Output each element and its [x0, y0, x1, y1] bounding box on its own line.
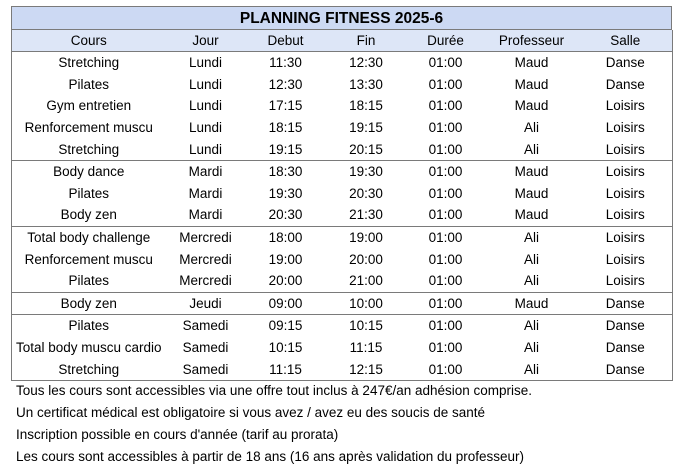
- cell-debut: 19:00: [268, 251, 303, 267]
- cell-professeur: Ali: [523, 251, 539, 267]
- schedule-body: [12, 52, 673, 381]
- table-row: [12, 95, 673, 117]
- cell-jour: Lundi: [188, 98, 223, 114]
- cell-salle: Danse: [605, 76, 645, 92]
- cell-salle: Loisirs: [605, 120, 645, 136]
- table-row: [12, 337, 673, 359]
- cell-duree: 01:00: [428, 120, 463, 136]
- cell-fin: 18:15: [349, 98, 383, 114]
- cell-cours: Stretching: [58, 55, 120, 71]
- cell-jour: Mardi: [166, 160, 246, 182]
- cell-fin: 21:30: [349, 207, 383, 223]
- cell-debut: 12:30: [268, 76, 303, 92]
- cell-jour: Samedi: [166, 315, 246, 337]
- table-row: [12, 226, 673, 248]
- col-header-professeur: Professeur: [485, 30, 579, 52]
- cell-cours: Renforcement muscu: [24, 251, 153, 267]
- cell-duree: 01:00: [407, 315, 485, 337]
- cell-duree: 01:00: [428, 207, 463, 223]
- cell-fin: 19:15: [349, 120, 383, 136]
- cell-professeur: Maud: [514, 185, 549, 201]
- schedule-sheet: [11, 6, 672, 381]
- cell-jour: Samedi: [182, 340, 229, 356]
- cell-fin: 20:30: [349, 185, 383, 201]
- cell-cours: Stretching: [58, 141, 120, 157]
- cell-jour: Mercredi: [179, 273, 232, 289]
- cell-fin: 21:00: [349, 273, 383, 289]
- cell-salle: Danse: [605, 55, 645, 71]
- cell-salle: Loisirs: [605, 251, 645, 267]
- cell-debut: 18:00: [246, 226, 326, 248]
- cell-fin: 11:15: [349, 340, 383, 356]
- cell-jour: Lundi: [188, 120, 223, 136]
- cell-fin: 19:30: [326, 160, 407, 182]
- cell-jour: Mercredi: [166, 226, 246, 248]
- sheet-title: PLANNING FITNESS 2025-6: [11, 6, 672, 30]
- cell-debut: 17:15: [268, 98, 303, 114]
- cell-cours: Pilates: [68, 76, 110, 92]
- cell-salle: Loisirs: [605, 185, 645, 201]
- cell-duree: 01:00: [428, 55, 463, 71]
- cell-debut: 09:15: [246, 315, 326, 337]
- cell-salle: Danse: [579, 315, 673, 337]
- cell-debut: 11:15: [269, 361, 302, 377]
- cell-duree: 01:00: [407, 226, 485, 248]
- cell-cours: Total body challenge: [12, 226, 166, 248]
- cell-fin: 19:00: [326, 226, 407, 248]
- cell-salle: Danse: [605, 361, 645, 377]
- cell-duree: 01:00: [428, 141, 463, 157]
- cell-professeur: Ali: [485, 315, 579, 337]
- note-line: Un certificat médical est obligatoire si vous avez / avez eu des soucis de santé: [16, 405, 485, 420]
- cell-professeur: Ali: [523, 361, 539, 377]
- cell-debut: 19:15: [268, 141, 303, 157]
- cell-cours: Pilates: [12, 315, 166, 337]
- note-line: Inscription possible en cours d'année (tarif au prorata): [16, 427, 339, 442]
- schedule-table: [11, 30, 673, 381]
- cell-professeur: Maud: [514, 207, 549, 223]
- cell-fin: 10:00: [326, 292, 407, 315]
- cell-fin: 12:30: [349, 55, 383, 71]
- note-line: Tous les cours sont accessibles via une offre tout inclus à 247€/an adhésion comprise.: [16, 383, 533, 398]
- cell-fin: 12:15: [349, 361, 383, 377]
- col-header-fin: Fin: [326, 30, 407, 52]
- cell-salle: Loisirs: [605, 98, 645, 114]
- table-row: [12, 315, 673, 337]
- cell-salle: Danse: [605, 340, 645, 356]
- cell-duree: 01:00: [428, 76, 463, 92]
- col-header-jour: Jour: [166, 30, 246, 52]
- col-header-salle: Salle: [579, 30, 673, 52]
- table-row: [12, 138, 673, 160]
- cell-salle: Loisirs: [605, 141, 645, 157]
- cell-debut: 11:30: [269, 55, 302, 71]
- table-row: [12, 204, 673, 226]
- cell-debut: 19:30: [268, 185, 303, 201]
- cell-duree: 01:00: [428, 361, 463, 377]
- cell-professeur: Maud: [514, 98, 549, 114]
- cell-cours: Pilates: [68, 273, 110, 289]
- cell-duree: 01:00: [428, 251, 463, 267]
- cell-professeur: Ali: [523, 273, 539, 289]
- cell-professeur: Maud: [485, 160, 579, 182]
- notes: [16, 380, 532, 468]
- table-row: [12, 270, 673, 292]
- cell-fin: 20:00: [349, 251, 383, 267]
- cell-professeur: Ali: [523, 340, 539, 356]
- cell-salle: Loisirs: [579, 226, 673, 248]
- col-header-cours: Cours: [12, 30, 166, 52]
- cell-cours: Pilates: [68, 185, 110, 201]
- cell-jour: Lundi: [188, 55, 223, 71]
- col-header-duree: Durée: [407, 30, 485, 52]
- cell-professeur: Ali: [523, 120, 539, 136]
- cell-cours: Gym entretien: [46, 98, 132, 114]
- cell-fin: 20:15: [349, 141, 383, 157]
- header-row: [12, 30, 673, 52]
- cell-debut: 20:30: [268, 207, 303, 223]
- cell-duree: 01:00: [428, 273, 463, 289]
- cell-duree: 01:00: [428, 340, 463, 356]
- col-header-debut: Debut: [246, 30, 326, 52]
- cell-professeur: Ali: [485, 226, 579, 248]
- cell-jour: Lundi: [188, 76, 223, 92]
- cell-cours: Body zen: [12, 292, 166, 315]
- cell-cours: Renforcement muscu: [24, 120, 153, 136]
- table-row: [12, 292, 673, 315]
- cell-cours: Total body muscu cardio: [15, 340, 162, 356]
- cell-duree: 01:00: [428, 185, 463, 201]
- cell-duree: 01:00: [407, 292, 485, 315]
- cell-professeur: Ali: [523, 141, 539, 157]
- cell-jour: Mardi: [188, 185, 223, 201]
- cell-debut: 09:00: [246, 292, 326, 315]
- table-row: [12, 52, 673, 74]
- table-row: [12, 74, 673, 96]
- cell-salle: Loisirs: [605, 207, 645, 223]
- cell-professeur: Maud: [485, 292, 579, 315]
- cell-salle: Loisirs: [579, 160, 673, 182]
- cell-duree: 01:00: [428, 98, 463, 114]
- cell-debut: 10:15: [268, 340, 303, 356]
- table-row: [12, 358, 673, 380]
- note-line: Les cours sont accessibles à partir de 18 ans (16 ans après validation du professeur): [16, 449, 525, 464]
- cell-fin: 10:15: [326, 315, 407, 337]
- cell-salle: Danse: [579, 292, 673, 315]
- cell-professeur: Maud: [514, 55, 549, 71]
- cell-debut: 18:15: [268, 120, 303, 136]
- cell-debut: 18:30: [246, 160, 326, 182]
- cell-salle: Loisirs: [605, 273, 645, 289]
- table-row: [12, 183, 673, 205]
- cell-cours: Body zen: [60, 207, 117, 223]
- table-row: [12, 160, 673, 182]
- cell-jour: Mardi: [188, 207, 223, 223]
- cell-cours: Stretching: [58, 361, 120, 377]
- cell-professeur: Maud: [514, 76, 549, 92]
- cell-jour: Lundi: [188, 141, 223, 157]
- cell-jour: Samedi: [182, 361, 229, 377]
- table-row: [12, 248, 673, 270]
- cell-fin: 13:30: [349, 76, 383, 92]
- table-row: [12, 117, 673, 139]
- cell-debut: 20:00: [268, 273, 303, 289]
- cell-jour: Mercredi: [179, 251, 232, 267]
- cell-cours: Body dance: [12, 160, 166, 182]
- cell-duree: 01:00: [407, 160, 485, 182]
- cell-jour: Jeudi: [166, 292, 246, 315]
